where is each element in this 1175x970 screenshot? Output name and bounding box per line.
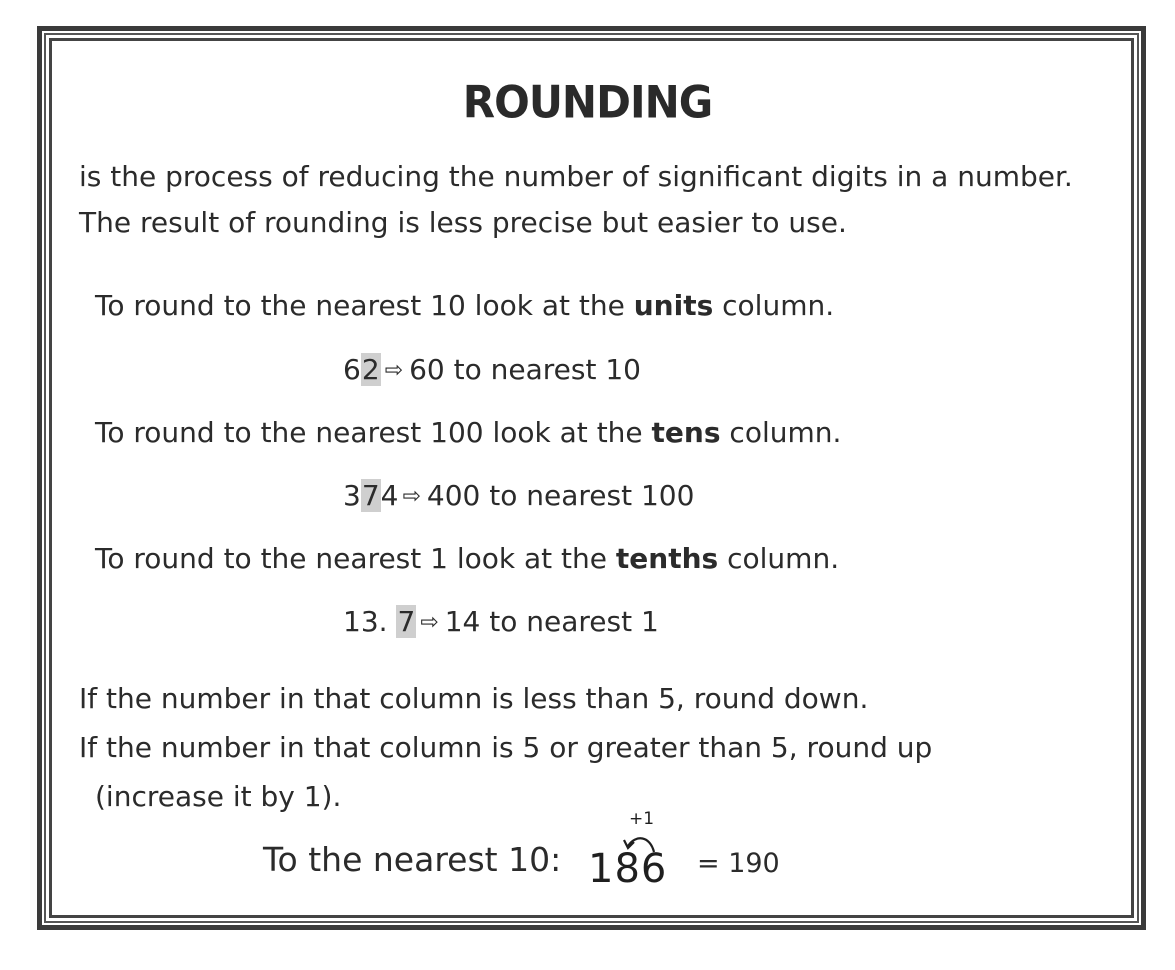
rule-nearest-10: To round to the nearest 10 look at the units column.	[95, 289, 835, 322]
example-nearest-10: 62 ⇨ 60 to nearest 10	[343, 353, 641, 386]
rule-nearest-1: To round to the nearest 1 look at the tenths column.	[95, 542, 840, 575]
highlighted-digit: 7	[397, 605, 416, 638]
highlighted-digit: 7	[361, 479, 380, 512]
intro-line-1: is the process of reducing the number of significant digits in a number.	[79, 160, 1073, 193]
example-nearest-1: 13. 7 ⇨ 14 to nearest 1	[343, 605, 659, 638]
worked-example-result: = 190	[697, 848, 780, 879]
highlighted-digit: 2	[361, 353, 380, 386]
condition-round-up-note: (increase it by 1).	[95, 780, 342, 813]
arrow-icon: ⇨	[384, 358, 404, 383]
page-title: ROUNDING	[462, 76, 713, 129]
arrow-icon: ⇨	[402, 484, 421, 509]
condition-round-up: If the number in that column is 5 or greater than 5, round up	[79, 731, 933, 764]
worked-example-label: To the nearest 10:	[263, 840, 562, 879]
rule-keyword: tenths	[615, 542, 719, 575]
rule-keyword: tens	[651, 416, 721, 449]
intro-line-2: The result of rounding is less precise but easier to use.	[79, 206, 847, 239]
arrow-icon: ⇨	[420, 610, 439, 635]
rule-keyword: units	[633, 289, 714, 322]
worked-example-number: 186	[588, 846, 668, 892]
rule-nearest-100: To round to the nearest 100 look at the tens column.	[95, 416, 842, 449]
example-nearest-100: 374 ⇨ 400 to nearest 100	[343, 479, 695, 512]
condition-round-down: If the number in that column is less than 5, round down.	[79, 682, 869, 715]
carry-label: +1	[629, 809, 655, 829]
